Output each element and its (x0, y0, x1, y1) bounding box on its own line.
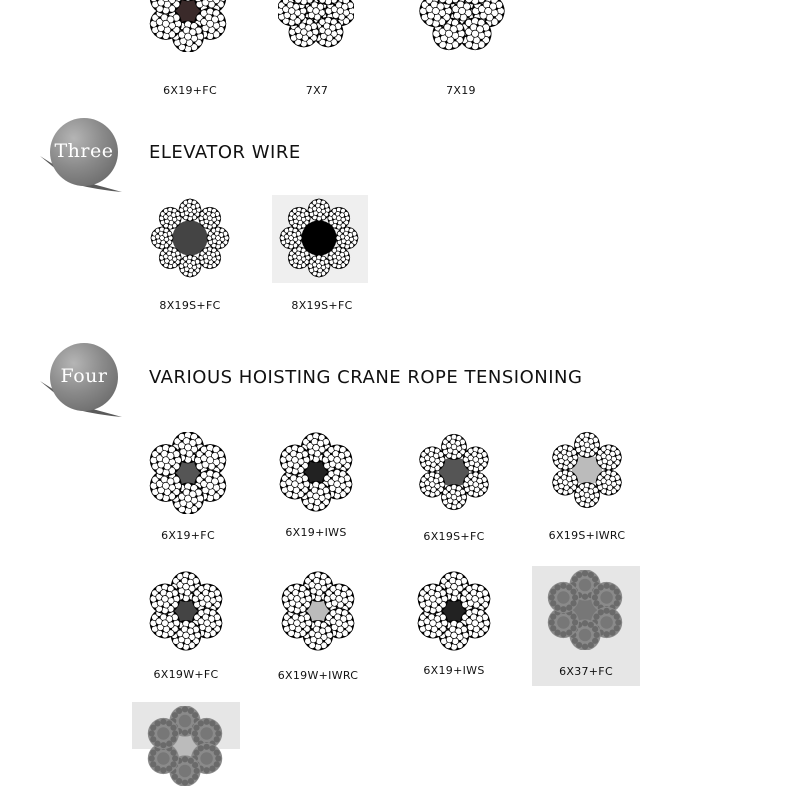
section-title-elevator-wire: ELEVATOR WIRE (149, 142, 301, 163)
caption-6x19s-iwrc: 6X19S+IWRC (548, 529, 626, 542)
caption-6x19w-iwrc: 6X19W+IWRC (277, 669, 359, 682)
rope-6x19-fc-icon (148, 432, 228, 514)
rope-6x19-iws-icon (278, 432, 354, 512)
caption-7x19: 7X19 (446, 84, 476, 97)
rope-6x19-iws-icon (416, 570, 492, 652)
section-badge-label: Four (60, 365, 108, 387)
caption-8x19s-fc: 8X19S+FC (159, 299, 221, 312)
caption-6x19-iws: 6X19+IWS (285, 526, 347, 539)
section-badge-three (38, 118, 128, 198)
section-badge-label: Three (54, 140, 114, 162)
caption-6x19s-fc: 6X19S+FC (423, 530, 485, 543)
caption-6x19-fc: 6X19+FC (161, 529, 215, 542)
section-title-hoisting-crane: VARIOUS HOISTING CRANE ROPE TENSIONING (149, 367, 583, 388)
caption-6x19w-fc: 6X19W+FC (153, 668, 219, 681)
rope-6x19w-iwrc-icon (280, 570, 356, 652)
rope-6x19s-iwrc-icon (549, 430, 625, 510)
rope-6x19s-fc-icon (416, 432, 492, 512)
rope-7x7-icon (278, 0, 354, 52)
caption-6x37-fc: 6X37+FC (559, 665, 613, 678)
rope-6x19w-fc-icon (148, 570, 224, 652)
section-badge-four (38, 343, 128, 423)
caption-8x19s-fc-alt: 8X19S+FC (291, 299, 353, 312)
caption-6x19-iws: 6X19+IWS (423, 664, 485, 677)
rope-8x19s-fc-icon (150, 198, 230, 278)
caption-6x19-fc: 6X19+FC (163, 84, 217, 97)
rope-6x19-fc-icon (148, 0, 228, 52)
rope-8x19s-fc-alt-icon (278, 198, 360, 278)
caption-7x7: 7X7 (305, 84, 329, 97)
rope-6x37-fc-icon (546, 570, 624, 650)
rope-partial-icon (146, 706, 224, 786)
rope-7x19-icon (416, 0, 508, 52)
